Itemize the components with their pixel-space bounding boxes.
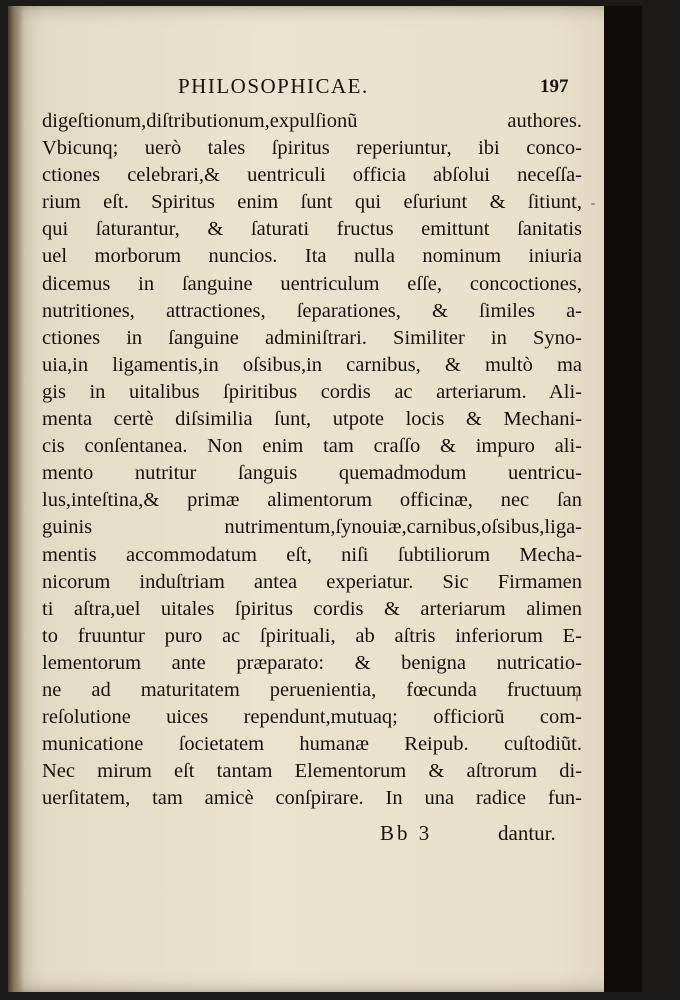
text-line: ne ad maturitatem peruenientia, fœcunda fructuum	[42, 678, 582, 701]
text-line: gis in uitalibus ſpiritibus cordis ac arteriarum. Ali-	[42, 380, 582, 403]
text-line: Vbicunq; uerò tales ſpiritus reperiuntur, ibi conco-	[42, 137, 582, 160]
text-line: to fruuntur puro ac ſpirituali, ab aſtris inferiorum E-	[42, 624, 582, 647]
text-line: cis conſentanea. Non enim tam craſſo & impuro ali-	[42, 435, 582, 458]
text-line: uel morborum nuncios. Ita nulla nominum iniuria	[42, 245, 582, 268]
text-line: reſolutione uices rependunt,mutuaq; officiorũ com-	[42, 706, 582, 729]
book-page	[8, 6, 642, 992]
page-header	[8, 74, 608, 104]
text-line: uerſitatem, tam amicè conſpirare. In una radice fun-	[42, 787, 582, 810]
text-line: uia,in ligamentis,in oſsibus,in carnibus, & multò ma	[42, 353, 582, 376]
text-line: mentis accommodatum eſt, niſi ſubtiliorum Mecha-	[42, 543, 582, 566]
signature-mark: Bb 3	[380, 821, 433, 845]
page-number: 197	[540, 76, 569, 97]
text-line: dicemus in ſanguine uentriculum eſſe, concoctiones,	[42, 272, 582, 295]
page-footer	[8, 821, 608, 849]
body-text	[42, 108, 582, 812]
text-line: lus,inteſtina,& primæ alimentorum officinæ, nec ſan	[42, 489, 582, 512]
text-line: nutritiones, attractiones, ſeparationes, & ſimiles a-	[42, 299, 582, 322]
text-line: lementorum ante præparato: & benigna nutricatio-	[42, 651, 582, 674]
text-line: qui ſaturantur, & ſaturati fructus emittunt ſanitatis	[42, 218, 582, 241]
text-line: rium eſt. Spiritus enim ſunt qui eſuriunt & ſitiunt,	[42, 191, 582, 214]
text-line: mento nutritur ſanguis quemadmodum uentricu-	[42, 462, 582, 485]
catchword: dantur.	[498, 821, 556, 845]
text-line: digeſtionum,diſtributionum,expulſionũ authores.	[42, 110, 582, 132]
text-line: nicorum induſtriam antea experiatur. Sic Firmamen	[42, 570, 582, 593]
page-edge-shadow	[604, 6, 642, 992]
text-line: menta certè diſsimilia ſunt, utpote locis & Mechani-	[42, 408, 582, 431]
text-line: Nec mirum eſt tantam Elementorum & aſtrorum di-	[42, 760, 582, 783]
text-line: ti aſtra,uel uitales ſpiritus cordis & arteriarum alimen	[42, 597, 582, 620]
text-line: ctiones celebrari,& uentriculi officia abſolui neceſſa-	[42, 164, 582, 187]
paper-speck	[591, 203, 595, 205]
running-head: PHILOSOPHICAE.	[178, 74, 369, 98]
text-line: municatione ſocietatem humanæ Reipub. cuſtodiũt.	[42, 733, 582, 756]
text-line: ctiones in ſanguine adminiſtrari. Similiter in Syno-	[42, 326, 582, 349]
text-line: guinis nutrimentum,ſynouiæ,carnibus,oſsibus,liga-	[42, 516, 582, 539]
